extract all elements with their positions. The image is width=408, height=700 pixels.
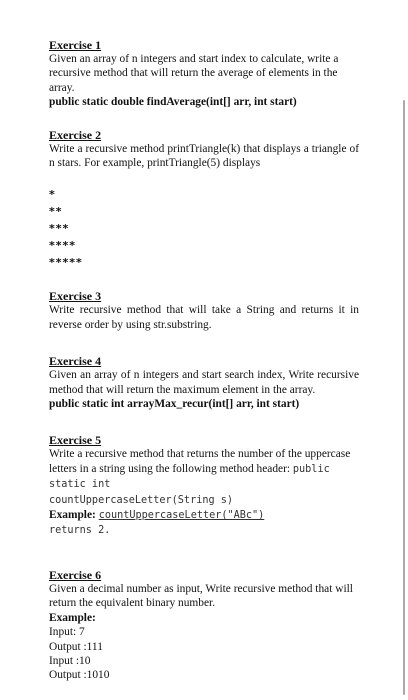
exercise-3-title: Exercise 3: [49, 289, 102, 304]
method-header-code-1: public static int: [49, 463, 330, 491]
exercise-1-text: Given an array of n integers and start index to calculate, write a recursive method that will return the average of elements in the array.: [49, 53, 339, 94]
io-line: Output :111: [49, 640, 103, 653]
exercise-3-text: Write recursive method that will take a String and returns it in reverse order by using str.substring.: [49, 304, 359, 331]
exercise-2-text: Write a recursive method printTriangle(k) that displays a triangle of n stars. For example, printTriangle(5) displays: [49, 142, 359, 170]
exercise-6-title: Exercise 6: [49, 567, 102, 582]
exercise-4-signature: public static int arrayMax_recur(int[] arr, int start): [49, 398, 300, 411]
example-code-link[interactable]: countUppercaseLetter("ABc"): [98, 510, 265, 522]
exercise-3: [49, 289, 359, 332]
exercise-5-example: [49, 508, 359, 523]
exercise-6-text: Given a decimal number as input, Write recursive method that will return the equivalent binary number.: [49, 582, 353, 610]
star-row: *****: [49, 256, 83, 270]
exercise-5-description: Write a recursive method that returns the number of the uppercase letters in a string using the following method header:: [49, 448, 351, 475]
exercise-6: [49, 568, 359, 683]
example-label: Example:: [49, 509, 96, 522]
scrollbar[interactable]: [403, 100, 405, 695]
exercise-4-text: Given an array of n integers and start search index, Write recursive method that will return the maximum element in the array.: [49, 369, 359, 396]
star-row: ***: [49, 222, 70, 236]
io-line: Input: 7: [49, 626, 85, 639]
exercise-4: [49, 354, 359, 411]
exercise-5-text: [49, 447, 359, 492]
example-returns: returns 2.: [49, 524, 111, 536]
exercise-1-title: Exercise 1: [49, 38, 102, 52]
document-content: [49, 38, 359, 683]
exercise-2-title: Exercise 2: [49, 127, 102, 142]
exercise-2: [49, 128, 359, 272]
star-row: *: [49, 188, 56, 202]
star-row: ****: [49, 239, 77, 253]
exercise-1-signature: public static double findAverage(int[] arr, int start): [49, 96, 297, 109]
star-row: **: [49, 205, 63, 219]
io-line: Input :10: [49, 654, 91, 667]
exercise-5: [49, 433, 359, 537]
exercise-5-title: Exercise 5: [49, 433, 102, 448]
exercise-5-header-line: [49, 493, 359, 508]
exercise-4-title: Exercise 4: [49, 354, 102, 369]
io-line: Output :1010: [49, 669, 110, 682]
star-triangle: [49, 186, 359, 271]
method-header-code-2: countUppercaseLetter(String s): [49, 494, 234, 506]
example-label: Example:: [49, 611, 96, 624]
exercise-1: [49, 38, 359, 110]
